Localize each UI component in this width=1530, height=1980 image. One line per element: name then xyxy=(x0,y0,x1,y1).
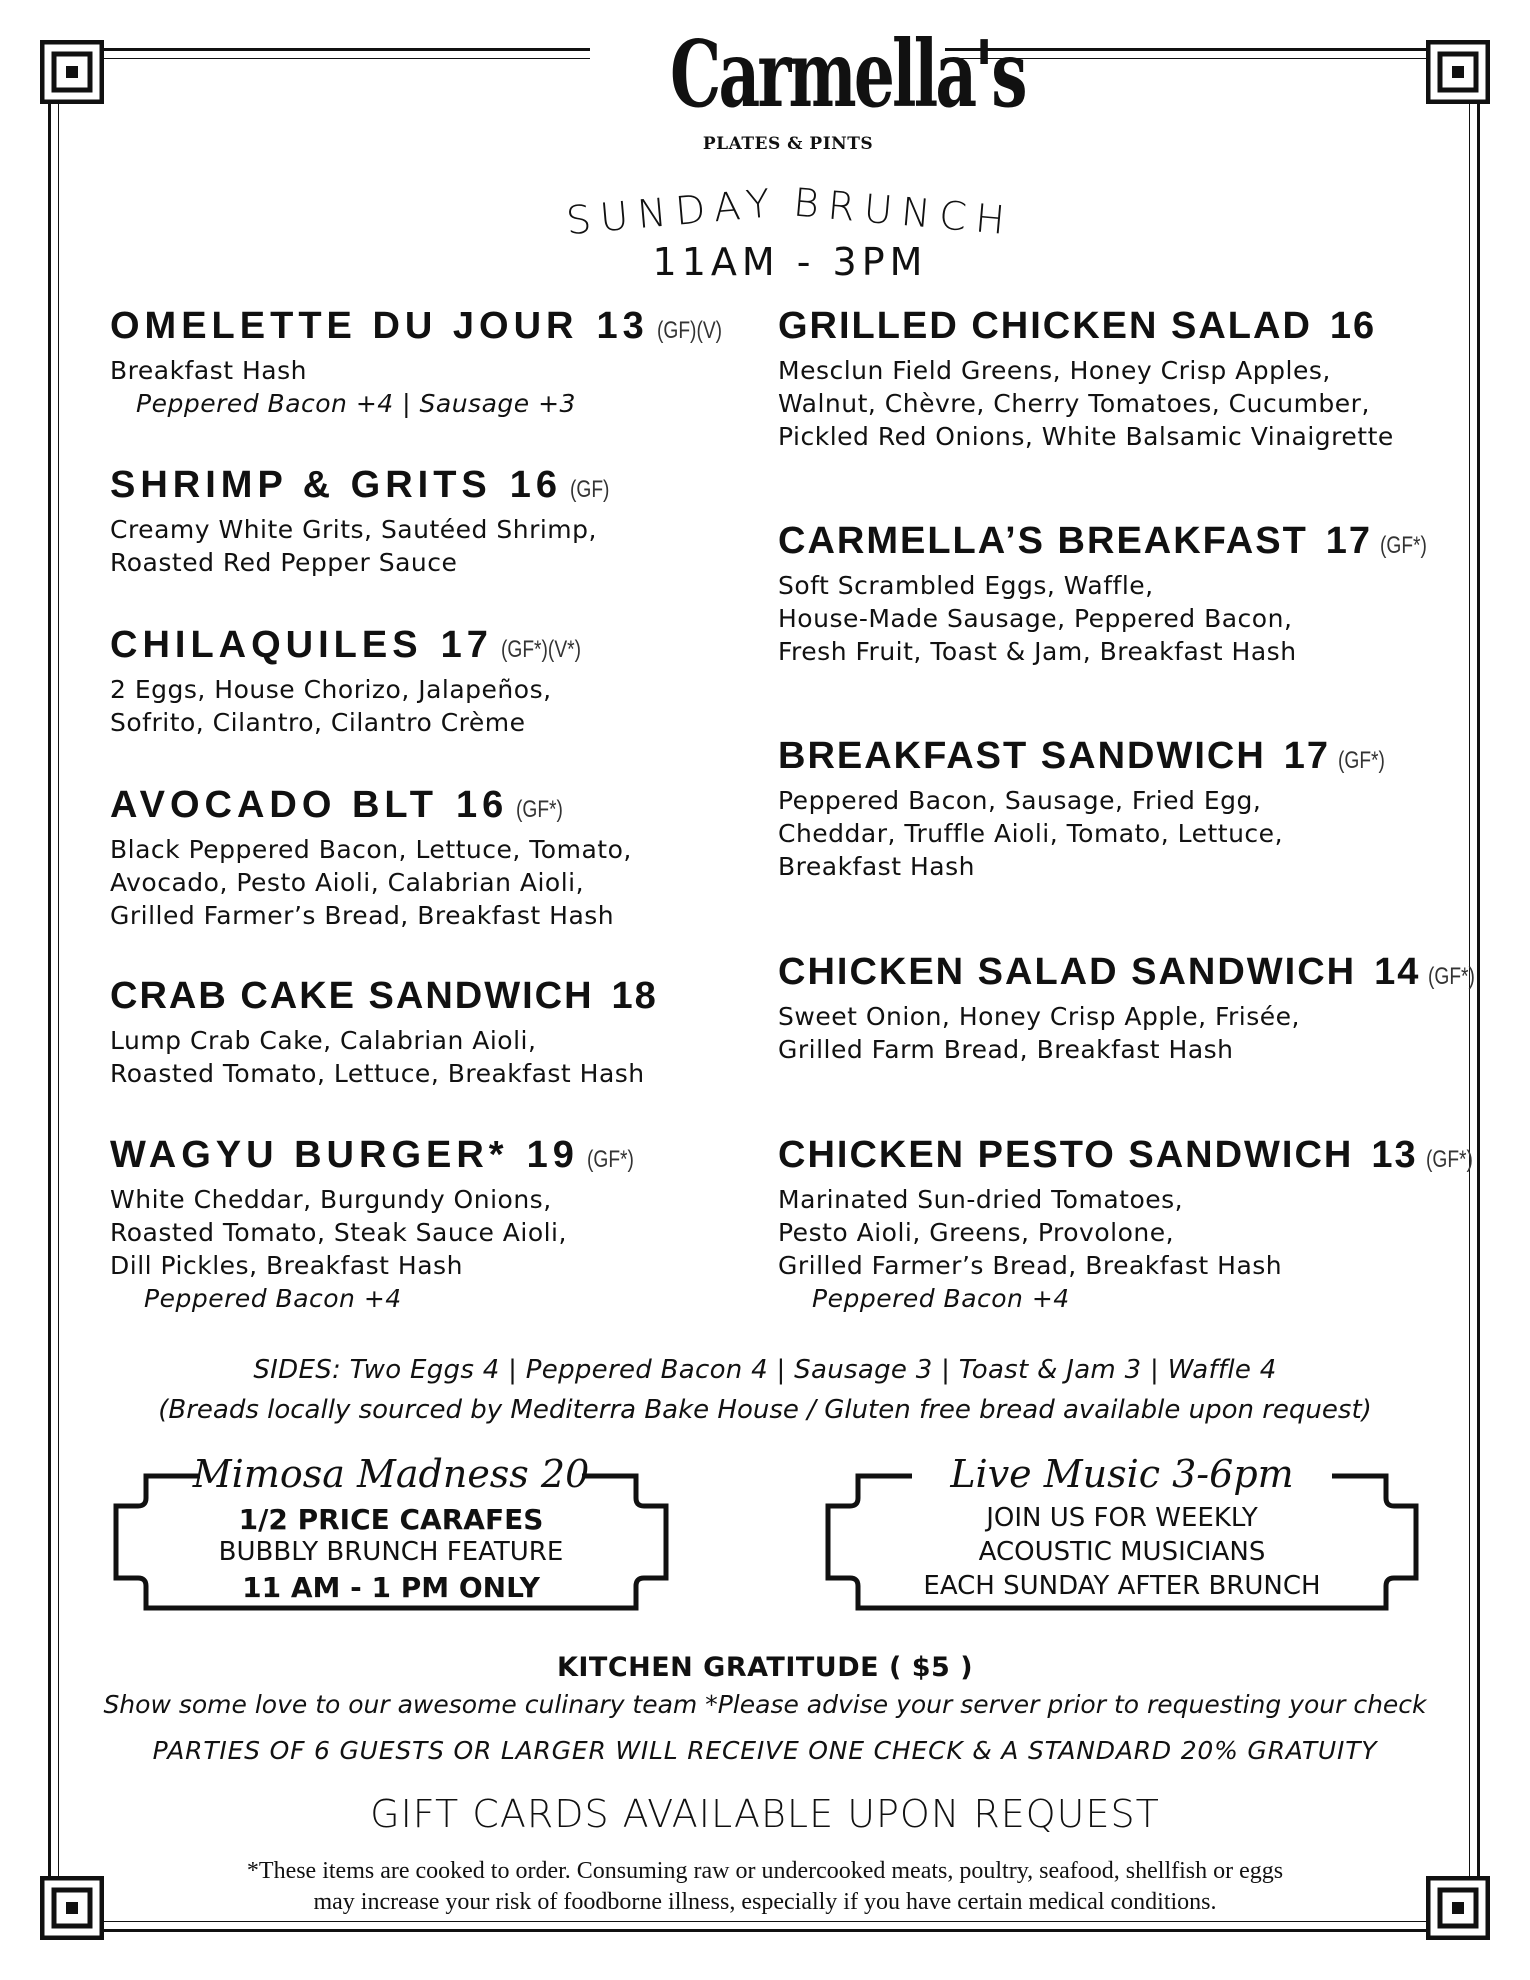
item-tags: (GF*) xyxy=(516,796,564,823)
menu-item xyxy=(110,975,666,1090)
item-price: 18 xyxy=(611,975,658,1017)
item-heading xyxy=(778,520,1439,563)
item-price: 14 xyxy=(1374,951,1421,993)
item-tags: (GF*) xyxy=(1428,963,1476,990)
item-name: CHICKEN PESTO SANDWICH xyxy=(778,1134,1354,1176)
item-tags: (GF) xyxy=(570,476,610,503)
mimosa-feature-box xyxy=(110,1452,672,1628)
item-name: BREAKFAST SANDWICH xyxy=(778,735,1266,777)
item-price: 16 xyxy=(1329,305,1377,347)
item-price: 16 xyxy=(456,784,509,826)
item-description: Lump Crab Cake, Calabrian Aioli, xyxy=(110,1026,537,1055)
item-name: SHRIMP & GRITS xyxy=(110,464,492,506)
item-description: House-Made Sausage, Peppered Bacon, xyxy=(778,604,1293,633)
item-price: 17 xyxy=(1283,735,1331,777)
item-price: 13 xyxy=(596,305,649,347)
item-description: Soft Scrambled Eggs, Waffle, xyxy=(778,571,1154,600)
corner-ornament-top-right xyxy=(1426,40,1490,104)
item-description: Breakfast Hash xyxy=(778,852,975,881)
item-description: Peppered Bacon, Sausage, Fried Egg, xyxy=(778,786,1262,815)
sides-list: SIDES: Two Eggs 4 | Peppered Bacon 4 | Sausage 3 | Toast & Jam 3 | Waffle 4 xyxy=(253,1355,1277,1385)
disclaimer-line: *These items are cooked to order. Consuming raw or undercooked meats, poultry, seafood, shellfish or eggs xyxy=(246,1858,1284,1884)
item-description: Fresh Fruit, Toast & Jam, Breakfast Hash xyxy=(778,637,1297,666)
item-heading xyxy=(110,975,666,1018)
item-addon: Peppered Bacon +4 xyxy=(812,1284,1070,1313)
menu-title-word-1: SUNDAY xyxy=(564,180,781,245)
menu-item xyxy=(778,520,1439,668)
item-price: 16 xyxy=(509,464,563,506)
item-description: Cheddar, Truffle Aioli, Tomato, Lettuce, xyxy=(778,819,1284,848)
item-heading xyxy=(110,305,738,348)
item-description: Roasted Red Pepper Sauce xyxy=(110,548,458,577)
item-description: Pesto Aioli, Greens, Provolone, xyxy=(778,1218,1175,1247)
item-description: Avocado, Pesto Aioli, Calabrian Aioli, xyxy=(110,868,585,897)
item-description: White Cheddar, Burgundy Onions, xyxy=(110,1185,552,1214)
item-description: Mesclun Field Greens, Honey Crisp Apples, xyxy=(778,356,1331,385)
disclaimer-line: may increase your risk of foodborne illness, especially if you have certain medical conditions. xyxy=(313,1889,1217,1915)
food-safety-disclaimer xyxy=(0,1856,1530,1918)
menu-item xyxy=(110,305,738,420)
box-line: 1/2 PRICE CARAFES xyxy=(238,1503,544,1536)
item-description: Marinated Sun-dried Tomatoes, xyxy=(778,1185,1184,1214)
menu-item xyxy=(778,735,1397,883)
menu-title xyxy=(560,180,1020,245)
box-line: 11 AM - 1 PM ONLY xyxy=(242,1571,540,1604)
item-addon: Peppered Bacon +4 | Sausage +3 xyxy=(136,389,576,418)
item-name: CHILAQUILES xyxy=(110,624,423,666)
item-name: GRILLED CHICKEN SALAD xyxy=(778,305,1312,347)
item-description: Dill Pickles, Breakfast Hash xyxy=(110,1251,463,1280)
menu-hours: 11AM - 3PM xyxy=(652,240,928,284)
item-description: Sofrito, Cilantro, Cilantro Crème xyxy=(110,708,526,737)
corner-ornament-top-left xyxy=(40,40,104,104)
menu-item xyxy=(778,305,1394,453)
menu-item xyxy=(778,1134,1484,1315)
item-heading xyxy=(778,951,1487,994)
menu-item xyxy=(110,1134,646,1315)
item-description: Pickled Red Onions, White Balsamic Vinaigrette xyxy=(778,422,1394,451)
item-price: 13 xyxy=(1371,1134,1418,1176)
item-name: CHICKEN SALAD SANDWICH xyxy=(778,951,1357,993)
restaurant-logo xyxy=(628,20,1025,166)
item-heading xyxy=(778,735,1397,778)
item-description: Grilled Farmer’s Bread, Breakfast Hash xyxy=(110,901,615,930)
item-heading xyxy=(778,1134,1484,1177)
box-title: Live Music 3-6pm xyxy=(950,1452,1294,1496)
item-tags: (GF*) xyxy=(1380,532,1428,559)
item-description: Black Peppered Bacon, Lettuce, Tomato, xyxy=(110,835,632,864)
item-price: 19 xyxy=(526,1134,579,1176)
box-line: JOIN US FOR WEEKLY xyxy=(986,1503,1258,1533)
item-heading xyxy=(110,784,632,827)
item-name: AVOCADO BLT xyxy=(110,784,439,826)
item-description: Sweet Onion, Honey Crisp Apple, Frisée, xyxy=(778,1002,1300,1031)
item-addon: Peppered Bacon +4 xyxy=(144,1284,402,1313)
item-tags: (GF*) xyxy=(1425,1146,1473,1173)
item-description: Grilled Farm Bread, Breakfast Hash xyxy=(778,1035,1234,1064)
item-description: Roasted Tomato, Lettuce, Breakfast Hash xyxy=(110,1059,645,1088)
kitchen-gratitude-title: KITCHEN GRATITUDE ( $5 ) xyxy=(556,1652,974,1683)
menu-item xyxy=(110,464,619,579)
menu-item xyxy=(778,951,1487,1066)
item-description: Breakfast Hash xyxy=(110,356,307,385)
box-line: EACH SUNDAY AFTER BRUNCH xyxy=(923,1571,1321,1601)
bread-note: (Breads locally sourced by Mediterra Bake House / Gluten free bread available upon request) xyxy=(158,1395,1372,1425)
item-heading xyxy=(110,624,601,667)
menu-item xyxy=(110,624,601,739)
party-gratuity-notice: PARTIES OF 6 GUESTS OR LARGER WILL RECEIVE ONE CHECK & A STANDARD 20% GRATUITY xyxy=(152,1736,1378,1765)
item-heading xyxy=(110,1134,646,1177)
item-description: 2 Eggs, House Chorizo, Jalapeños, xyxy=(110,675,552,704)
item-heading xyxy=(110,464,619,507)
item-description: Roasted Tomato, Steak Sauce Aioli, xyxy=(110,1218,567,1247)
kitchen-gratitude-note: Show some love to our awesome culinary team *Please advise your server prior to requesting your check xyxy=(103,1690,1427,1719)
item-heading xyxy=(778,305,1394,348)
item-name: CARMELLA’S BREAKFAST xyxy=(778,520,1308,562)
item-description: Grilled Farmer’s Bread, Breakfast Hash xyxy=(778,1251,1283,1280)
box-title: Mimosa Madness 20 xyxy=(192,1452,590,1496)
box-line: BUBBLY BRUNCH FEATURE xyxy=(218,1537,564,1567)
logo-tagline: PLATES & PINTS xyxy=(702,134,874,154)
live-music-box xyxy=(822,1452,1422,1628)
menu-title-word-2: BRUNCH xyxy=(791,180,1016,245)
menu-item xyxy=(110,784,632,932)
box-line: ACOUSTIC MUSICIANS xyxy=(978,1537,1266,1567)
item-description: Walnut, Chèvre, Cherry Tomatoes, Cucumber, xyxy=(778,389,1370,418)
item-name: OMELETTE DU JOUR xyxy=(110,305,579,347)
item-name: CRAB CAKE SANDWICH xyxy=(110,975,594,1017)
item-tags: (GF*) xyxy=(1338,747,1385,774)
gift-cards-notice: GIFT CARDS AVAILABLE UPON REQUEST xyxy=(370,1792,1160,1836)
item-name: WAGYU BURGER* xyxy=(110,1134,509,1176)
item-tags: (GF*) xyxy=(586,1146,634,1173)
item-tags: (GF)(V) xyxy=(656,317,722,344)
item-description: Creamy White Grits, Sautéed Shrimp, xyxy=(110,515,597,544)
logo-wordmark: Carmella's xyxy=(670,20,1025,128)
item-tags: (GF*)(V*) xyxy=(500,636,581,663)
item-price: 17 xyxy=(440,624,493,666)
item-price: 17 xyxy=(1325,520,1373,562)
